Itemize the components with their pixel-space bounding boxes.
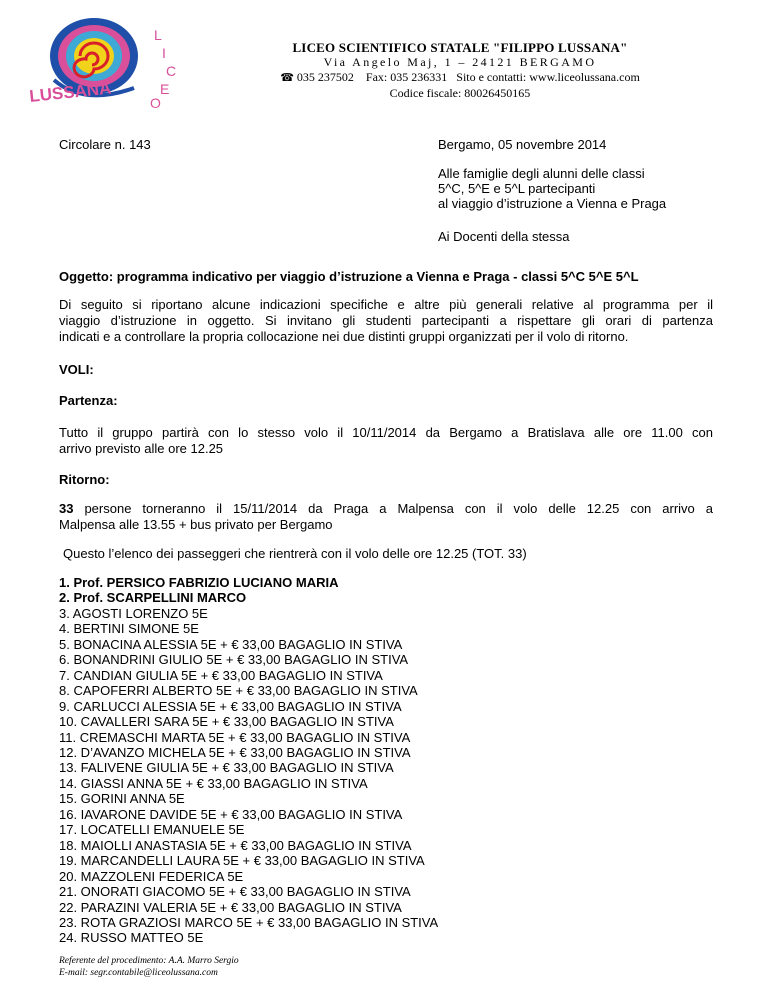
list-item: 8. CAPOFERRI ALBERTO 5E + € 33,00 BAGAGLIO IN STIVA	[59, 683, 418, 699]
list-item: 14. GIASSI ANNA 5E + € 33,00 BAGAGLIO IN STIVA	[59, 775, 368, 791]
return-heading: Ritorno:	[59, 472, 110, 487]
list-item: 9. CARLUCCI ALESSIA 5E + € 33,00 BAGAGLIO IN STIVA	[59, 698, 402, 714]
departure-paragraph	[59, 425, 713, 457]
list-item: 1. Prof. PERSICO FABRIZIO LUCIANO MARIA	[59, 575, 339, 590]
school-logo	[24, 10, 194, 110]
intro-line: indicati e a controllare la propria collocazione nei due distinti gruppi organizzati per il volo di ritorno.	[59, 329, 629, 344]
svg-text:L: L	[154, 27, 162, 43]
list-item: 12. D’AVANZO MICHELA 5E + € 33,00 BAGAGLIO IN STIVA	[59, 744, 411, 760]
svg-text:O: O	[150, 95, 161, 110]
svg-text:LUSSANA: LUSSANA	[28, 78, 113, 106]
list-item: 21. ONORATI GIACOMO 5E + € 33,00 BAGAGLIO IN STIVA	[59, 884, 411, 900]
phone-icon: ☎	[280, 72, 294, 84]
return-paragraph	[59, 501, 713, 533]
school-name: LICEO SCIENTIFICO STATALE "FILIPPO LUSSANA"	[292, 40, 628, 55]
passenger-list	[59, 575, 438, 946]
footer-referent: Referente del procedimento: A.A. Marro Sergio	[59, 956, 239, 966]
intro-paragraph	[59, 297, 713, 345]
return-line-2: Malpensa alle 13.55 + bus privato per Bergamo	[59, 517, 333, 532]
list-item: 5. BONACINA ALESSIA 5E + € 33,00 BAGAGLIO IN STIVA	[59, 636, 403, 652]
list-item: 11. CREMASCHI MARTA 5E + € 33,00 BAGAGLIO IN STIVA	[59, 729, 411, 745]
departure-heading: Partenza:	[59, 393, 118, 408]
return-line-1	[59, 501, 713, 517]
list-item: 2. Prof. SCARPELLINI MARCO	[59, 590, 247, 606]
list-item: 16. IAVARONE DAVIDE 5E + € 33,00 BAGAGLIO IN STIVA	[59, 806, 403, 822]
list-item: 20. MAZZOLENI FEDERICA 5E	[59, 868, 244, 884]
subject-line: Oggetto: programma indicativo per viaggio d’istruzione a Vienna e Praga - classi 5^C 5^E 5^L	[59, 269, 639, 284]
intro-line: viaggio d’istruzione in oggetto. Si invitano gli studenti partecipanti a rispettare gli orari di partenza	[59, 313, 713, 328]
teachers-recipient: Ai Docenti della stessa	[438, 229, 570, 244]
recipient-line: 5^C, 5^E e 5^L partecipanti	[438, 181, 596, 196]
recipient-line: al viaggio d’istruzione a Vienna e Praga	[438, 196, 667, 211]
departure-line: Tutto il gruppo partirà con lo stesso volo il 10/11/2014 da Bergamo a Bratislava alle ore 11.00 con	[59, 425, 713, 440]
letter-date: Bergamo, 05 novembre 2014	[438, 137, 607, 152]
list-item: 18. MAIOLLI ANASTASIA 5E + € 33,00 BAGAGLIO IN STIVA	[59, 837, 412, 853]
list-item: 22. PARAZINI VALERIA 5E + € 33,00 BAGAGLIO IN STIVA	[59, 899, 402, 915]
departure-line: arrivo previsto alle ore 12.25	[59, 441, 224, 456]
intro-line: Di seguito si riportano alcune indicazioni specifiche e altre più generali relative al programma per il	[59, 297, 713, 312]
list-item: 10. CAVALLERI SARA 5E + € 33,00 BAGAGLIO IN STIVA	[59, 714, 394, 730]
svg-text:C: C	[166, 63, 177, 79]
list-item: 13. FALIVENE GIULIA 5E + € 33,00 BAGAGLIO IN STIVA	[59, 760, 394, 776]
fax-number: Fax: 035 236331	[365, 70, 448, 84]
website: Sito e contatti: www.liceolussana.com	[456, 70, 640, 84]
footer-email: E-mail: segr.contabile@liceolussana.com	[59, 968, 218, 978]
fiscal-code: Codice fiscale: 80026450165	[389, 86, 531, 100]
document-footer	[59, 955, 239, 979]
svg-text:E: E	[160, 81, 170, 97]
school-letterhead	[230, 40, 690, 101]
list-item: 15. GORINI ANNA 5E	[59, 791, 185, 807]
passenger-list-intro: Questo l’elenco dei passeggeri che rientrerà con il volo delle ore 12.25 (TOT. 33)	[63, 546, 527, 561]
list-item: 6. BONANDRINI GIULIO 5E + € 33,00 BAGAGLIO IN STIVA	[59, 652, 409, 668]
svg-text:I: I	[162, 45, 166, 61]
lussana-logo-graphic	[24, 10, 194, 110]
list-item: 19. MARCANDELLI LAURA 5E + € 33,00 BAGAGLIO IN STIVA	[59, 853, 425, 869]
list-item: 23. ROTA GRAZIOSI MARCO 5E + € 33,00 BAGAGLIO IN STIVA	[59, 914, 439, 930]
return-count: 33	[59, 501, 74, 516]
recipients-block	[438, 166, 666, 211]
list-item: 17. LOCATELLI EMANUELE 5E	[59, 822, 245, 838]
school-contacts	[230, 70, 690, 86]
list-item: 4. BERTINI SIMONE 5E	[59, 621, 199, 637]
school-address: Via Angelo Maj, 1 – 24121 BERGAMO	[323, 55, 597, 69]
recipient-line: Alle famiglie degli alunni delle classi	[438, 166, 645, 181]
list-item: 3. AGOSTI LORENZO 5E	[59, 605, 208, 621]
list-item: 7. CANDIAN GIULIA 5E + € 33,00 BAGAGLIO IN STIVA	[59, 667, 383, 683]
phone-number: 035 237502	[296, 70, 354, 84]
flights-heading: VOLI:	[59, 362, 94, 377]
circular-number: Circolare n. 143	[59, 137, 151, 152]
list-item: 24. RUSSO MATTEO 5E	[59, 930, 204, 946]
return-line-1-text: persone torneranno il 15/11/2014 da Praga a Malpensa con il volo delle 12.25 con arrivo a	[73, 501, 713, 516]
